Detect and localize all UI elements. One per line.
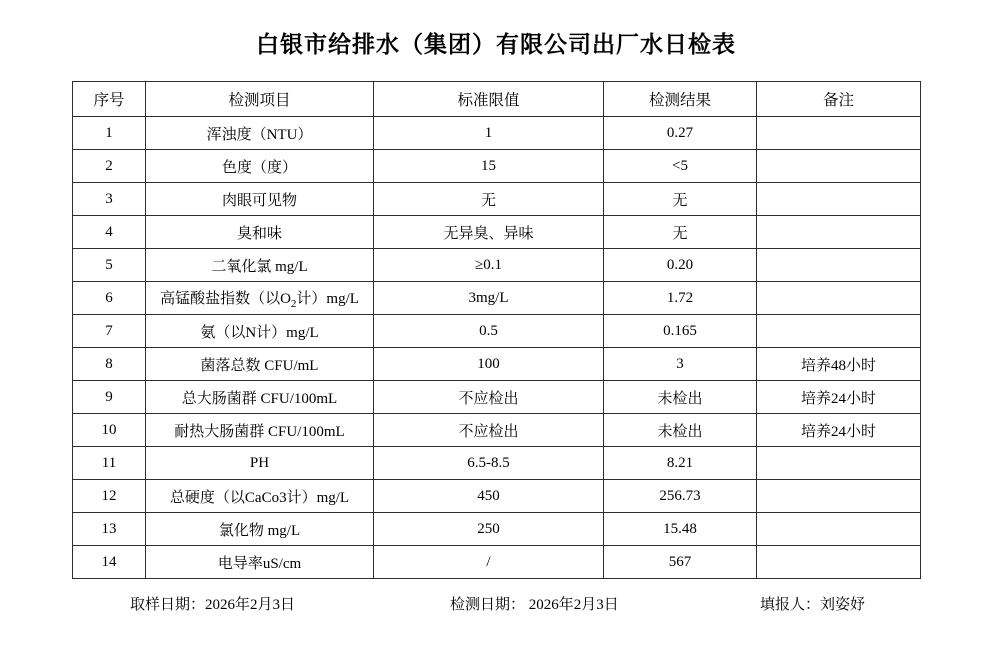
table-row	[73, 414, 921, 447]
cell-item: 氨（以N计）mg/L	[146, 315, 374, 348]
cell-no: 10	[73, 414, 146, 447]
cell-result: 15.48	[604, 513, 757, 546]
cell-item: 氯化物 mg/L	[146, 513, 374, 546]
table-body	[73, 117, 921, 579]
cell-limit: 15	[374, 150, 604, 183]
cell-result: 未检出	[604, 381, 757, 414]
column-header-no: 序号	[73, 82, 146, 117]
cell-no: 3	[73, 183, 146, 216]
cell-limit: 无异臭、异味	[374, 216, 604, 249]
cell-limit: ≥0.1	[374, 249, 604, 282]
cell-result: 0.20	[604, 249, 757, 282]
table-row	[73, 216, 921, 249]
table-row	[73, 480, 921, 513]
test-date: 检测日期： 2026年2月3日	[450, 597, 619, 613]
cell-no: 8	[73, 348, 146, 381]
cell-no: 6	[73, 282, 146, 315]
column-header-item: 检测项目	[146, 82, 374, 117]
cell-remark	[757, 216, 921, 249]
report-table-wrapper	[0, 81, 992, 579]
cell-limit: 0.5	[374, 315, 604, 348]
cell-item: 浑浊度（NTU）	[146, 117, 374, 150]
cell-result: 未检出	[604, 414, 757, 447]
cell-remark	[757, 249, 921, 282]
cell-remark	[757, 150, 921, 183]
cell-result: 3	[604, 348, 757, 381]
cell-result: 0.165	[604, 315, 757, 348]
cell-limit: 1	[374, 117, 604, 150]
table-row	[73, 117, 921, 150]
cell-no: 5	[73, 249, 146, 282]
cell-item: 菌落总数 CFU/mL	[146, 348, 374, 381]
cell-no: 13	[73, 513, 146, 546]
cell-remark	[757, 546, 921, 579]
cell-no: 14	[73, 546, 146, 579]
cell-limit: 不应检出	[374, 414, 604, 447]
cell-result: 0.27	[604, 117, 757, 150]
cell-limit: 100	[374, 348, 604, 381]
column-header-remark: 备注	[757, 82, 921, 117]
cell-result: 无	[604, 183, 757, 216]
cell-result: 8.21	[604, 447, 757, 480]
table-header-row	[73, 82, 921, 117]
table-row	[73, 348, 921, 381]
cell-remark	[757, 117, 921, 150]
cell-remark	[757, 183, 921, 216]
cell-item: 耐热大肠菌群 CFU/100mL	[146, 414, 374, 447]
cell-result: 567	[604, 546, 757, 579]
cell-item: 高锰酸盐指数（以$O_2$计）mg/L	[146, 282, 374, 315]
cell-remark	[757, 513, 921, 546]
cell-item: PH	[146, 447, 374, 480]
cell-remark	[757, 315, 921, 348]
column-header-result: 检测结果	[604, 82, 757, 117]
table-row	[73, 315, 921, 348]
column-header-limit: 标准限值	[374, 82, 604, 117]
table-row	[73, 183, 921, 216]
cell-result: 1.72	[604, 282, 757, 315]
cell-limit: 450	[374, 480, 604, 513]
cell-limit: 不应检出	[374, 381, 604, 414]
daily-inspection-table	[72, 81, 921, 579]
page-title: 白银市给排水（集团）有限公司出厂水日检表	[256, 32, 736, 57]
table-row	[73, 381, 921, 414]
table-row	[73, 249, 921, 282]
cell-no: 2	[73, 150, 146, 183]
report-page	[0, 26, 992, 671]
table-row	[73, 513, 921, 546]
cell-item: 色度（度）	[146, 150, 374, 183]
cell-no: 7	[73, 315, 146, 348]
cell-result: 256.73	[604, 480, 757, 513]
reporter-name: 填报人：刘姿妤	[760, 597, 866, 613]
cell-no: 11	[73, 447, 146, 480]
cell-no: 12	[73, 480, 146, 513]
cell-limit: /	[374, 546, 604, 579]
cell-remark	[757, 447, 921, 480]
cell-limit: 250	[374, 513, 604, 546]
sampling-date: 取样日期：2026年2月3日	[130, 597, 296, 613]
cell-item: 总硬度（以CaCo3计）mg/L	[146, 480, 374, 513]
table-row	[73, 447, 921, 480]
cell-no: 4	[73, 216, 146, 249]
report-footer	[0, 593, 992, 614]
cell-remark	[757, 480, 921, 513]
cell-item: 臭和味	[146, 216, 374, 249]
cell-remark: 培养24小时	[757, 414, 921, 447]
cell-limit: 6.5-8.5	[374, 447, 604, 480]
cell-item: 肉眼可见物	[146, 183, 374, 216]
cell-remark: 培养24小时	[757, 381, 921, 414]
cell-item: 二氧化氯 mg/L	[146, 249, 374, 282]
cell-item: 总大肠菌群 CFU/100mL	[146, 381, 374, 414]
cell-limit: 3mg/L	[374, 282, 604, 315]
cell-remark: 培养48小时	[757, 348, 921, 381]
table-row	[73, 150, 921, 183]
cell-remark	[757, 282, 921, 315]
cell-no: 1	[73, 117, 146, 150]
table-row	[73, 546, 921, 579]
cell-result: 无	[604, 216, 757, 249]
cell-result: <5	[604, 150, 757, 183]
cell-item: 电导率uS/cm	[146, 546, 374, 579]
table-row	[73, 282, 921, 315]
cell-limit: 无	[374, 183, 604, 216]
cell-no: 9	[73, 381, 146, 414]
